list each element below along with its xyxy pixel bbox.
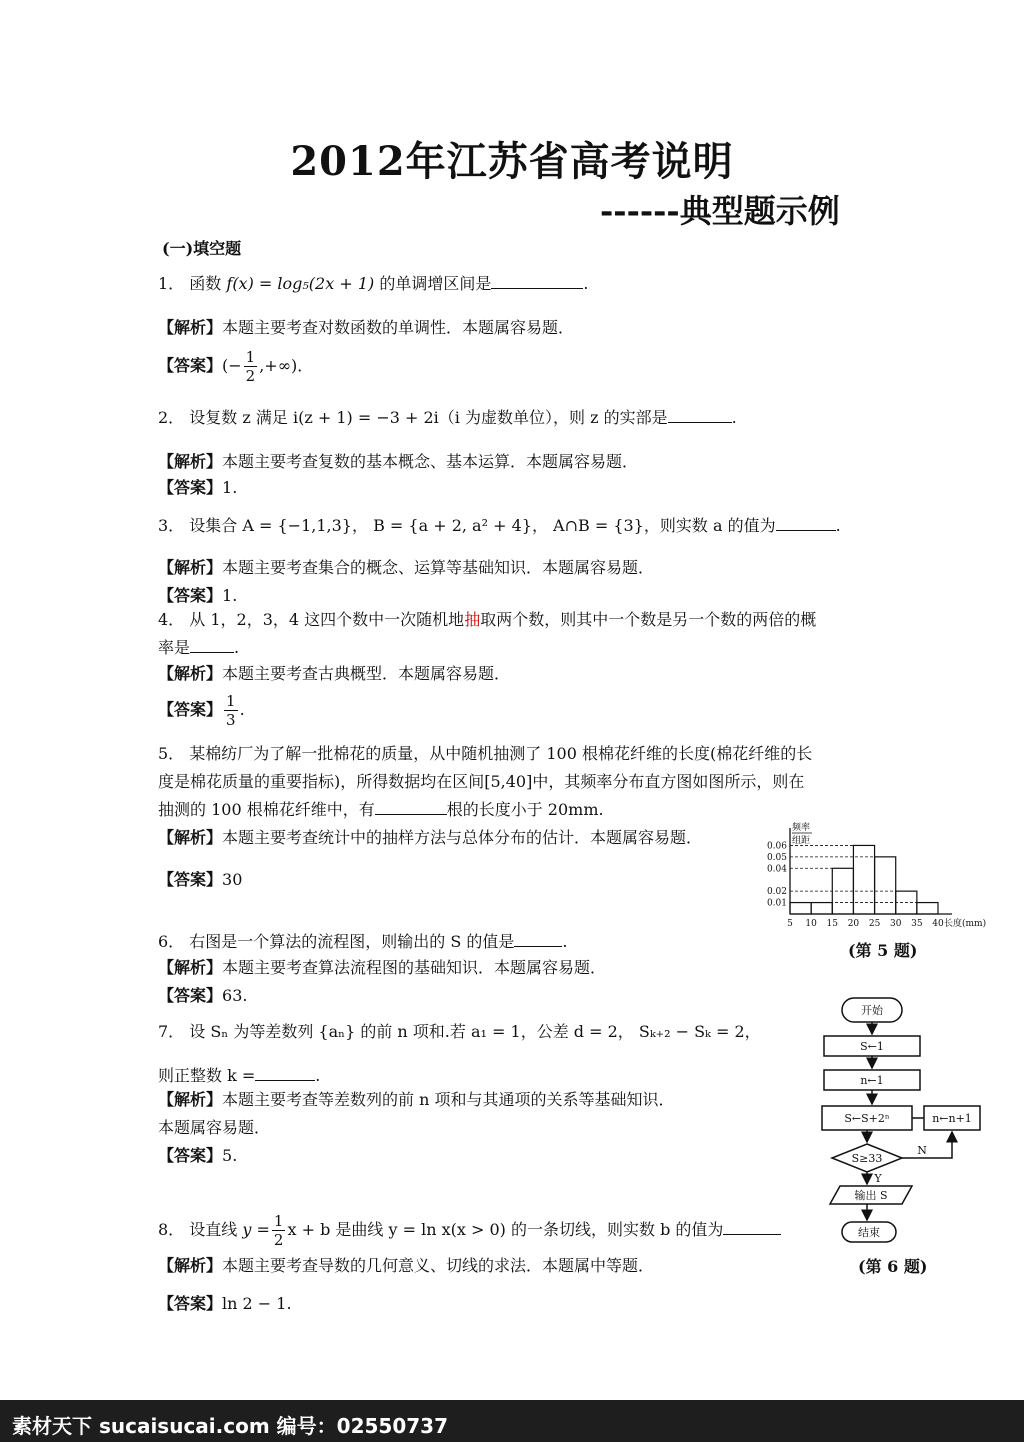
question-number: 1． — [158, 274, 185, 293]
answer-text: 5. — [222, 1146, 238, 1165]
histogram-bar — [917, 903, 938, 914]
answer-text: ln 2 − 1. — [222, 1294, 292, 1313]
question-text: 设 Sₙ 为等差数列 {aₙ} 的前 n 项和.若 a₁ = 1，公差 d = 2， Sₖ₊₂ − Sₖ = 2， — [189, 1022, 761, 1041]
answer-blank — [668, 408, 732, 423]
question-number: 7． — [158, 1022, 185, 1041]
answer-blank — [190, 638, 234, 653]
question-1 — [158, 274, 588, 294]
question-text: 函数 — [189, 274, 222, 293]
analysis-text: 本题主要考查等差数列的前 n 项和与其通项的关系等基础知识． — [222, 1090, 675, 1109]
fraction-numerator: 1 — [273, 1212, 284, 1230]
function-expression: f(x) = log₅(2x + 1) — [226, 274, 375, 293]
question-text: 设集合 A = {−1,1,3}， B = {a + 2, a² + 4}， A∩B = {3}，则实数 a 的值为 — [189, 516, 776, 535]
answer-blank — [514, 932, 562, 947]
question-text: 某棉纺厂为了解一批棉花的质量，从中随机抽测了 100 根棉花纤维的长度(棉花纤维的长 — [189, 744, 813, 763]
question-number: 8． — [158, 1220, 185, 1239]
question-4-cont — [158, 638, 239, 658]
y-tick-label: 0.02 — [766, 887, 787, 898]
y-tick-label: 0.06 — [766, 841, 787, 852]
flowchart-condition-label: S≥33 — [851, 1152, 883, 1165]
watermark-bar — [0, 1400, 1024, 1442]
y-tick-label: 0.01 — [766, 898, 787, 909]
analysis-2 — [158, 452, 638, 472]
question-text: 率是 — [158, 638, 191, 657]
period: . — [835, 516, 841, 535]
answer-4 — [158, 692, 245, 729]
fraction-numerator: 1 — [226, 692, 236, 710]
answer-2 — [158, 478, 237, 498]
question-5-line2 — [158, 772, 804, 792]
answer-3 — [158, 586, 237, 606]
question-number: 2． — [158, 408, 185, 427]
answer-blank — [491, 274, 583, 289]
analysis-1 — [158, 318, 574, 338]
equation-part: y = — [242, 1220, 270, 1239]
analysis-4 — [158, 664, 510, 684]
answer-label: 【答案】 — [158, 700, 223, 719]
histogram-bar — [811, 903, 832, 914]
highlighted-char: 抽 — [464, 610, 481, 629]
period: . — [234, 638, 240, 657]
page-subtitle: ------典型题示例 — [600, 192, 840, 230]
question-8 — [158, 1212, 781, 1249]
y-tick-label: 0.04 — [766, 864, 787, 875]
analysis-text: 本题主要考查复数的基本概念、基本运算．本题属容易题． — [222, 452, 639, 471]
answer-text: 1. — [222, 586, 238, 605]
answer-label: 【答案】 — [158, 870, 223, 889]
analysis-7 — [158, 1090, 675, 1110]
answer-text: 30 — [222, 870, 243, 889]
fraction-denominator: 2 — [273, 1231, 284, 1249]
histogram-bar — [853, 845, 874, 914]
analysis-text: 本题主要考查对数函数的单调性．本题属容易题． — [222, 318, 575, 337]
x-tick-label: 20 — [847, 919, 860, 929]
analysis-text: 本题主要考查集合的概念、运算等基础知识．本题属容易题． — [222, 558, 655, 577]
answer-label: 【答案】 — [158, 986, 223, 1005]
question-text: 抽测的 100 根棉花纤维中，有 — [158, 800, 375, 819]
answer-8 — [158, 1294, 292, 1314]
question-number: 5． — [158, 744, 185, 763]
x-tick-label: 40 — [932, 919, 944, 929]
answer-label: 【答案】 — [158, 1146, 223, 1165]
question-text: 根的长度小于 20mm. — [446, 800, 604, 819]
analysis-label: 【解析】 — [158, 558, 223, 577]
x-tick-label: 10 — [805, 919, 817, 929]
answer-blank — [723, 1220, 781, 1235]
answer-text: 63. — [222, 986, 248, 1005]
question-text: 度是棉花质量的重要指标)，所得数据均在区间[5,40]中，其频率分布直方图如图所示，则在 — [158, 772, 805, 791]
answer-fraction — [244, 348, 258, 385]
analysis-label: 【解析】 — [158, 1256, 223, 1275]
analysis-text: 本题属容易题． — [158, 1118, 271, 1137]
fraction-denominator: 2 — [245, 367, 256, 385]
question-7-cont — [158, 1066, 320, 1086]
question-text: 从 1，2，3，4 这四个数中一次随机地 — [189, 610, 465, 629]
question-5-line1 — [158, 744, 812, 764]
fraction-numerator: 1 — [245, 348, 256, 366]
answer-blank — [776, 516, 836, 531]
x-tick-label: 25 — [868, 919, 881, 929]
answer-text: ,+∞)． — [259, 356, 314, 375]
flowchart-yes-label: Y — [874, 1172, 882, 1185]
question-text: x + b 是曲线 y = ln x(x > 0) 的一条切线，则实数 b 的值为 — [287, 1220, 724, 1239]
analysis-label: 【解析】 — [158, 452, 223, 471]
fraction-denominator: 3 — [226, 711, 236, 729]
histogram-chart — [754, 822, 1004, 934]
period: . — [315, 1066, 321, 1085]
question-6 — [158, 932, 568, 952]
answer-text: 1. — [222, 478, 238, 497]
analysis-text: 本题主要考查算法流程图的基础知识．本题属容易题． — [222, 958, 607, 977]
analysis-label: 【解析】 — [158, 318, 223, 337]
answer-blank — [375, 800, 447, 815]
analysis-label: 【解析】 — [158, 1090, 223, 1109]
analysis-label: 【解析】 — [158, 664, 223, 683]
analysis-text: 本题主要考查统计中的抽样方法与总体分布的估计．本题属容易题． — [222, 828, 703, 847]
question-number: 6． — [158, 932, 185, 951]
flowchart-init-s-label: S←1 — [860, 1040, 884, 1053]
analysis-3 — [158, 558, 654, 578]
flowchart-update-n-label: n←n+1 — [932, 1112, 972, 1125]
answer-6 — [158, 986, 247, 1006]
answer-5 — [158, 870, 242, 890]
answer-label: 【答案】 — [158, 356, 223, 375]
analysis-label: 【解析】 — [158, 958, 223, 977]
figure-5-caption: (第 5 题) — [848, 941, 918, 960]
answer-1 — [158, 348, 313, 385]
equation-fraction — [272, 1212, 286, 1249]
flowchart-no-label: N — [917, 1144, 927, 1157]
answer-fraction — [224, 692, 238, 729]
question-text: 则正整数 k = — [158, 1066, 256, 1085]
question-text: 右图是一个算法的流程图，则输出的 S 的值是 — [189, 932, 515, 951]
y-axis-label-bottom: 组距 — [792, 836, 811, 846]
question-4 — [158, 610, 816, 630]
analysis-7-cont — [158, 1118, 270, 1138]
analysis-8 — [158, 1256, 654, 1276]
question-3 — [158, 516, 841, 536]
page-title: 2012年江苏省高考说明 — [290, 138, 734, 185]
x-tick-label: 35 — [911, 919, 923, 929]
y-tick-label: 0.05 — [766, 852, 787, 863]
question-text: 取两个数，则其中一个数是另一个数的两倍的概 — [480, 610, 817, 629]
analysis-label: 【解析】 — [158, 828, 223, 847]
flowchart-end-label: 结束 — [858, 1226, 880, 1239]
flowchart-output-label: 输出 S — [854, 1189, 888, 1202]
answer-blank — [255, 1066, 315, 1081]
period: . — [731, 408, 737, 427]
analysis-text: 本题主要考查古典概型．本题属容易题． — [222, 664, 511, 683]
period: . — [562, 932, 568, 951]
histogram-bar — [790, 903, 811, 914]
question-7 — [158, 1022, 761, 1042]
y-axis-label-top: 频率 — [792, 823, 811, 833]
answer-label: 【答案】 — [158, 478, 223, 497]
question-number: 3． — [158, 516, 185, 535]
flowchart-start-label: 开始 — [861, 1004, 883, 1017]
x-axis-label: 长度(mm) — [944, 919, 987, 929]
answer-text: (− — [222, 356, 242, 375]
flowchart-update-s-label: S←S+2ⁿ — [844, 1112, 890, 1125]
answer-text: . — [239, 700, 245, 719]
answer-7 — [158, 1146, 237, 1166]
analysis-5 — [158, 828, 702, 848]
histogram-bar — [875, 857, 896, 914]
x-tick-label: 5 — [787, 919, 793, 929]
question-text: 的单调增区间是 — [379, 274, 492, 293]
section-heading: (一)填空题 — [162, 239, 242, 258]
period: . — [583, 274, 589, 293]
analysis-text: 本题主要考查导数的几何意义、切线的求法．本题属中等题． — [222, 1256, 655, 1275]
flowchart — [812, 994, 984, 1246]
question-5-line3 — [158, 800, 604, 820]
question-number: 4． — [158, 610, 185, 629]
x-tick-label: 15 — [826, 919, 839, 929]
flowchart-init-n-label: n←1 — [860, 1074, 884, 1087]
x-tick-label: 30 — [889, 919, 902, 929]
question-2 — [158, 408, 737, 428]
question-text: 设直线 — [189, 1220, 238, 1239]
question-text: 设复数 z 满足 i(z + 1) = −3 + 2i（i 为虚数单位），则 z 的实部是 — [189, 408, 668, 427]
figure-6-caption: (第 6 题) — [858, 1257, 928, 1276]
answer-label: 【答案】 — [158, 586, 223, 605]
answer-label: 【答案】 — [158, 1294, 223, 1313]
watermark-text: 素材天下 sucaisucai.com 编号：02550737 — [12, 1414, 448, 1438]
analysis-6 — [158, 958, 606, 978]
